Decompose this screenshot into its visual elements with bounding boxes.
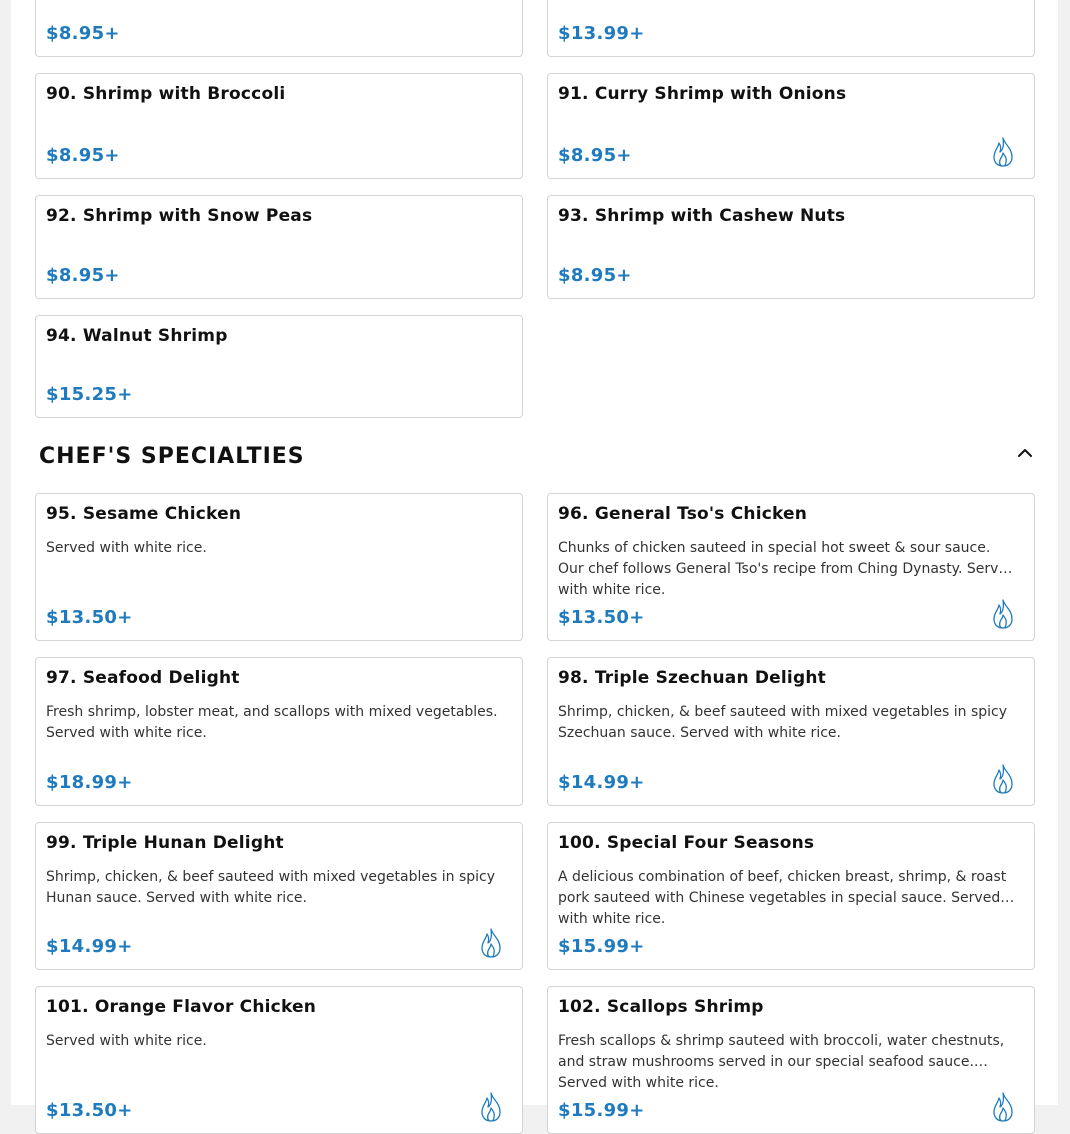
item-title: 102. Scallops Shrimp <box>558 997 764 1017</box>
item-title: 92. Shrimp with Snow Peas <box>46 206 313 226</box>
item-description: Served with white rice. <box>46 540 207 556</box>
menu-page <box>11 0 1058 1121</box>
menu-item-card-93[interactable] <box>547 195 1035 299</box>
item-description: Shrimp, chicken, & beef sauteed with mixed vegetables in spicy Hunan sauce. Served with white rice. <box>46 869 495 906</box>
item-description: A delicious combination of beef, chicken breast, shrimp, & roast pork sauteed with Chinese vegetables in special sauce. Served with white rice. <box>558 869 1007 927</box>
menu-item-card-102[interactable] <box>547 986 1035 1134</box>
menu-item-card-100[interactable] <box>547 822 1035 970</box>
item-price: $8.95+ <box>46 145 120 166</box>
menu-item-card-95[interactable] <box>35 493 523 641</box>
section-title: CHEF'S SPECIALTIES <box>39 444 305 469</box>
item-price: $13.50+ <box>46 607 133 628</box>
menu-item-card-98[interactable] <box>547 657 1035 806</box>
menu-item-card[interactable] <box>35 0 523 57</box>
item-title: 90. Shrimp with Broccoli <box>46 84 286 104</box>
item-price: $13.50+ <box>46 1100 133 1121</box>
item-title: 95. Sesame Chicken <box>46 504 242 524</box>
menu-item-card-96[interactable] <box>547 493 1035 641</box>
menu-item-card-99[interactable] <box>35 822 523 970</box>
item-title: 98. Triple Szechuan Delight <box>558 668 826 688</box>
item-title: 96. General Tso's Chicken <box>558 504 808 524</box>
item-title: 94. Walnut Shrimp <box>46 326 228 346</box>
menu-item-card-91[interactable] <box>547 73 1035 179</box>
chevron-up-icon[interactable] <box>1014 443 1036 461</box>
menu-item-card[interactable] <box>547 0 1035 57</box>
flame-icon <box>990 136 1016 168</box>
item-description: Fresh shrimp, lobster meat, and scallops with mixed vegetables. Served with white rice. <box>46 704 498 741</box>
item-title: 101. Orange Flavor Chicken <box>46 997 317 1017</box>
item-description: Fresh scallops & shrimp sauteed with broccoli, water chestnuts, and straw mushrooms served in our special seafood sauce. Served with white rice. <box>558 1033 1005 1091</box>
flame-icon <box>990 763 1016 795</box>
item-price: $14.99+ <box>46 936 133 957</box>
item-price: $18.99+ <box>46 772 133 793</box>
flame-icon <box>990 1091 1016 1123</box>
menu-item-card-90[interactable] <box>35 73 523 179</box>
item-price: $8.95+ <box>558 265 632 286</box>
menu-item-card-94[interactable] <box>35 315 523 418</box>
item-price: $15.99+ <box>558 1100 645 1121</box>
item-description: Chunks of chicken sauteed in special hot sweet & sour sauce. Our chef follows General Tso's recipe from Ching Dynasty. Served with white rice. <box>558 540 1016 598</box>
item-title: 97. Seafood Delight <box>46 668 240 688</box>
item-price: $13.99+ <box>558 23 645 44</box>
menu-item-card-92[interactable] <box>35 195 523 299</box>
item-description: Shrimp, chicken, & beef sauteed with mixed vegetables in spicy Szechuan sauce. Served with white rice. <box>558 704 1007 741</box>
item-price: $8.95+ <box>558 145 632 166</box>
item-title: 99. Triple Hunan Delight <box>46 833 284 853</box>
menu-item-card-97[interactable] <box>35 657 523 806</box>
flame-icon <box>478 1091 504 1123</box>
item-price: $8.95+ <box>46 23 120 44</box>
item-description: Served with white rice. <box>46 1033 207 1049</box>
flame-icon <box>478 927 504 959</box>
item-price: $15.25+ <box>46 384 133 405</box>
item-title: 100. Special Four Seasons <box>558 833 815 853</box>
flame-icon <box>990 598 1016 630</box>
item-price: $8.95+ <box>46 265 120 286</box>
menu-item-card-101[interactable] <box>35 986 523 1134</box>
item-title: 91. Curry Shrimp with Onions <box>558 84 847 104</box>
item-price: $15.99+ <box>558 936 645 957</box>
item-title: 93. Shrimp with Cashew Nuts <box>558 206 846 226</box>
item-price: $14.99+ <box>558 772 645 793</box>
item-price: $13.50+ <box>558 607 645 628</box>
